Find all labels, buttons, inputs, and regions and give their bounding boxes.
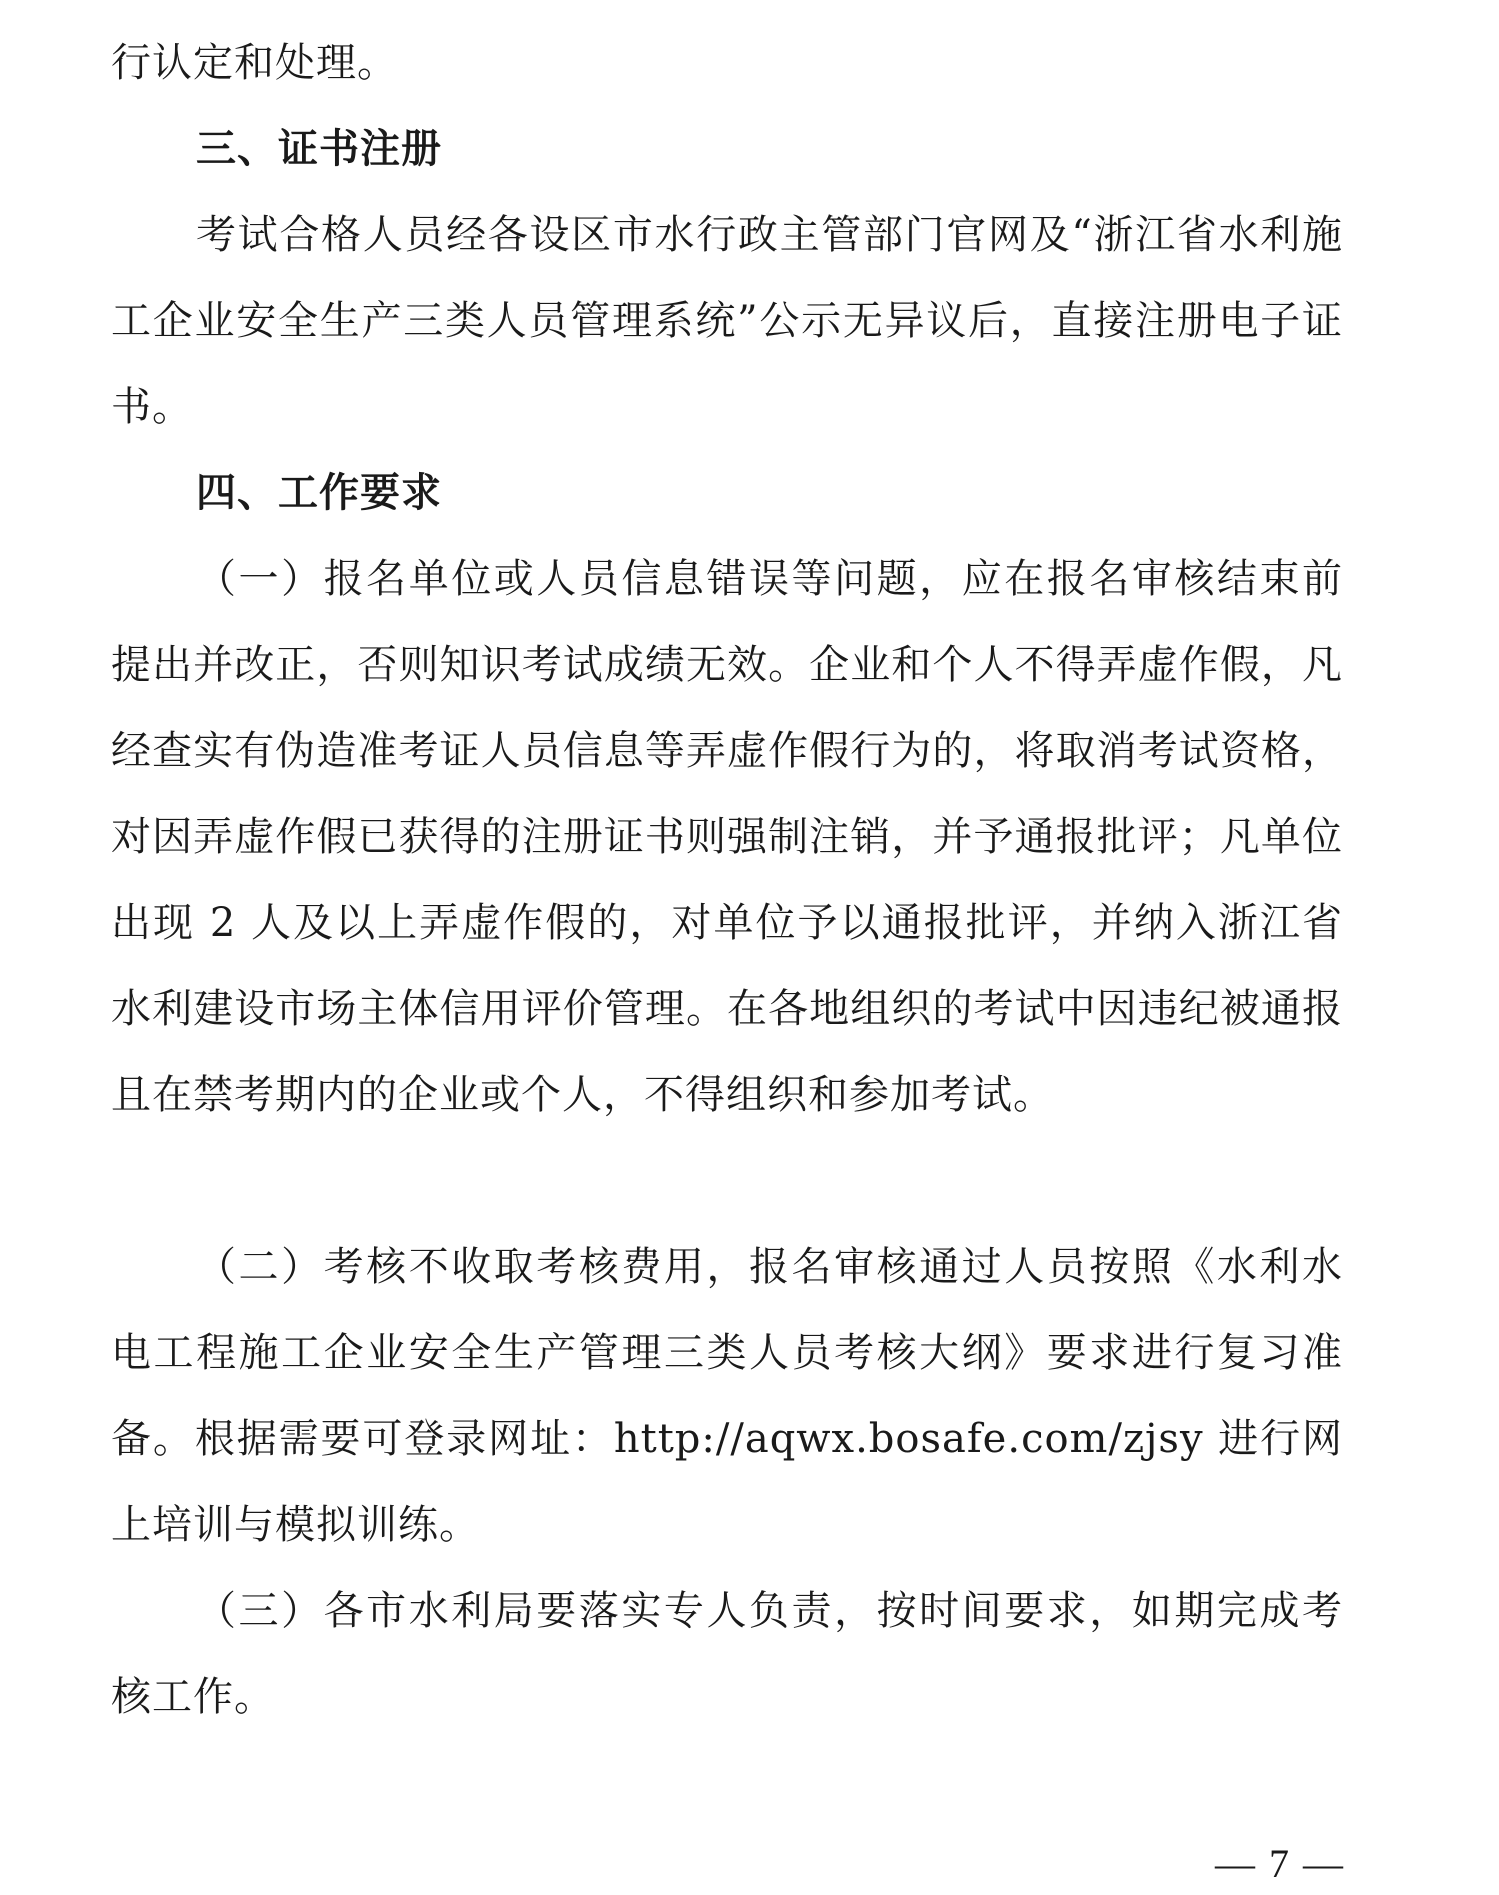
paragraph-continuation: 行认定和处理。 <box>111 40 398 86</box>
paragraph-certificate-registration: 考试合格人员经各设区市水行政主管部门官网及“浙江省水利施工企业安全生产三类人员管理系统”公示无异议后，直接注册电子证书。 <box>111 212 1343 430</box>
section-heading-certificate-registration: 三、证书注册 <box>196 126 442 172</box>
section-heading-work-requirements: 四、工作要求 <box>196 470 442 516</box>
paragraph-requirement-3: （三）各市水利局要落实专人负责，按时间要求，如期完成考核工作。 <box>111 1588 1343 1720</box>
paragraph-requirement-2: （二）考核不收取考核费用，报名审核通过人员按照《水利水电工程施工企业安全生产管理三类人员考核大纲》要求进行复习准备。根据需要可登录网址：http://aqwx.bosafe.com/zjsy 进行网上培训与模拟训练。 <box>111 1244 1343 1548</box>
page-number: — 7 — <box>1215 1841 1345 1886</box>
paragraph-requirement-1: （一）报名单位或人员信息错误等问题，应在报名审核结束前提出并改正，否则知识考试成绩无效。企业和个人不得弄虚作假，凡经查实有伪造准考证人员信息等弄虚作假行为的，将取消考试资格，对因弄虚作假已获得的注册证书则强制注销，并予通报批评；凡单位出现 2 人及以上弄虚作假的，对单位予以通报批评，并纳入浙江省水利建设市场主体信用评价管理。在各地组织的考试中因违纪被通报且在禁考期内的企业或个人，不得组织和参加考试。 <box>111 556 1343 1118</box>
